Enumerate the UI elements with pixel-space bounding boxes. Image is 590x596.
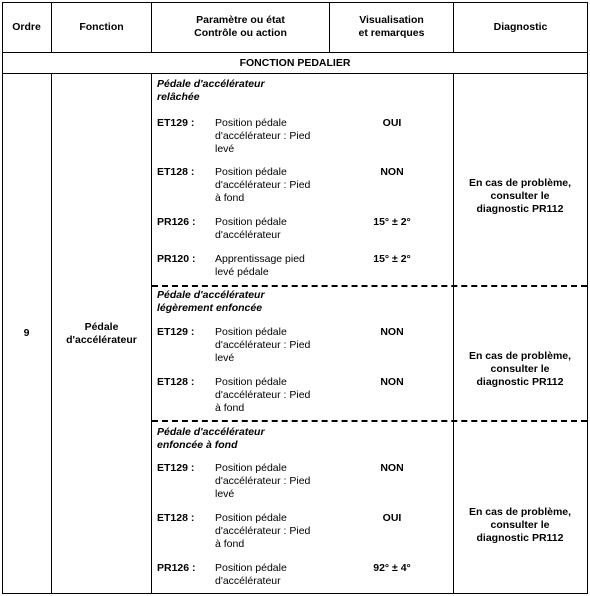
group-2-item-2-desc-2: d'accélérateur : Pied bbox=[215, 389, 311, 401]
group-1-title-line1: Pédale d'accélérateur bbox=[157, 78, 265, 90]
header-visualisation-line2: et remarques bbox=[358, 27, 425, 39]
group-1-item-3-desc-2: d'accélérateur bbox=[215, 229, 281, 241]
header-parametre-line1: Paramètre ou état bbox=[196, 14, 285, 26]
header-bottom-line bbox=[2, 52, 588, 53]
group-2-title-line1: Pédale d'accélérateur bbox=[157, 289, 265, 301]
group-2-item-2-code: ET128 : bbox=[157, 376, 195, 388]
group-1-item-1-desc-3: levé bbox=[215, 143, 235, 155]
table-border-top bbox=[2, 2, 588, 3]
group-3-title-line1: Pédale d'accélérateur bbox=[157, 426, 265, 438]
group-3-item-2-desc-1: Position pédale bbox=[215, 512, 287, 524]
group-3-diagnostic-line1: En cas de problème, bbox=[468, 506, 572, 518]
group-1-item-2-desc-1: Position pédale bbox=[215, 166, 287, 178]
col-divider-2-body bbox=[151, 73, 152, 594]
group-1-item-2-desc-3: à fond bbox=[215, 192, 245, 204]
header-visualisation-line1: Visualisation bbox=[359, 14, 424, 26]
group-3-diagnostic-line3: diagnostic PR112 bbox=[476, 532, 564, 544]
group-3-item-3-desc-1: Position pédale bbox=[215, 562, 287, 574]
group-3-item-2-code: ET128 : bbox=[157, 512, 195, 524]
group-separator-1 bbox=[152, 285, 587, 287]
group-1-diagnostic-line2: consulter le bbox=[490, 190, 550, 202]
header-diagnostic: Diagnostic bbox=[493, 21, 548, 33]
group-1-item-1-value: OUI bbox=[382, 117, 402, 129]
group-1-item-2-desc-2: d'accélérateur : Pied bbox=[215, 179, 311, 191]
group-1-item-3-code: PR126 : bbox=[157, 216, 196, 228]
group-1-item-3-desc-1: Position pédale bbox=[215, 216, 287, 228]
group-3-item-2-value: OUI bbox=[382, 512, 402, 524]
table-border-bottom bbox=[2, 593, 588, 594]
section-title: FONCTION PEDALIER bbox=[239, 57, 351, 69]
group-2-item-2-desc-1: Position pédale bbox=[215, 376, 287, 388]
group-1-title-line2: relâchée bbox=[157, 91, 200, 103]
row-fonction-line2: d'accélérateur bbox=[66, 334, 137, 346]
group-1-item-1-code: ET129 : bbox=[157, 117, 195, 129]
group-3-item-1-code: ET129 : bbox=[157, 462, 195, 474]
group-1-diagnostic-line3: diagnostic PR112 bbox=[476, 203, 564, 215]
group-1-item-2-code: ET128 : bbox=[157, 166, 195, 178]
header-fonction: Fonction bbox=[79, 21, 124, 33]
group-2-item-2-value: NON bbox=[380, 376, 404, 388]
group-1-item-4-desc-2: levé pédale bbox=[215, 266, 269, 278]
group-2-title-line2: légèrement enfoncée bbox=[157, 302, 263, 314]
group-1-item-1-desc-1: Position pédale bbox=[215, 117, 287, 129]
group-3-item-3-value: 92° ± 4° bbox=[373, 562, 411, 574]
group-1-item-4-value: 15° ± 2° bbox=[373, 253, 411, 265]
group-3-title-line2: enfoncée à fond bbox=[157, 439, 238, 451]
group-2-diagnostic-line3: diagnostic PR112 bbox=[476, 376, 564, 388]
group-2-item-1-desc-2: d'accélérateur : Pied bbox=[215, 339, 311, 351]
group-2-item-2-desc-3: à fond bbox=[215, 402, 245, 414]
group-2-item-1-value: NON bbox=[380, 326, 404, 338]
row-fonction-line1: Pédale bbox=[84, 321, 119, 333]
group-3-item-1-desc-3: levé bbox=[215, 488, 235, 500]
table-border-left bbox=[2, 2, 3, 594]
group-2-item-1-desc-1: Position pédale bbox=[215, 326, 287, 338]
group-1-item-4-code: PR120 : bbox=[157, 253, 196, 265]
row-ordre: 9 bbox=[23, 327, 30, 339]
group-2-diagnostic-line1: En cas de problème, bbox=[468, 350, 572, 362]
group-3-item-2-desc-2: d'accélérateur : Pied bbox=[215, 525, 311, 537]
group-2-item-1-desc-3: levé bbox=[215, 352, 235, 364]
group-3-item-3-desc-2: d'accélérateur bbox=[215, 575, 281, 587]
group-1-item-2-value: NON bbox=[380, 166, 404, 178]
group-3-item-2-desc-3: à fond bbox=[215, 538, 245, 550]
section-bottom-line bbox=[2, 73, 588, 74]
group-1-item-4-desc-1: Apprentissage pied bbox=[215, 253, 305, 265]
group-3-item-1-desc-2: d'accélérateur : Pied bbox=[215, 475, 311, 487]
group-3-item-1-value: NON bbox=[380, 462, 404, 474]
group-3-item-1-desc-1: Position pédale bbox=[215, 462, 287, 474]
header-ordre: Ordre bbox=[12, 21, 41, 33]
group-3-item-3-code: PR126 : bbox=[157, 562, 196, 574]
group-1-item-1-desc-2: d'accélérateur : Pied bbox=[215, 130, 311, 142]
group-2-item-1-code: ET129 : bbox=[157, 326, 195, 338]
group-1-item-3-value: 15° ± 2° bbox=[373, 216, 411, 228]
group-2-diagnostic-line2: consulter le bbox=[490, 363, 550, 375]
table-border-right bbox=[587, 2, 588, 594]
header-parametre-line2: Contrôle ou action bbox=[194, 27, 287, 39]
group-separator-2 bbox=[152, 420, 587, 422]
group-3-diagnostic-line2: consulter le bbox=[490, 519, 550, 531]
group-1-diagnostic-line1: En cas de problème, bbox=[468, 177, 572, 189]
